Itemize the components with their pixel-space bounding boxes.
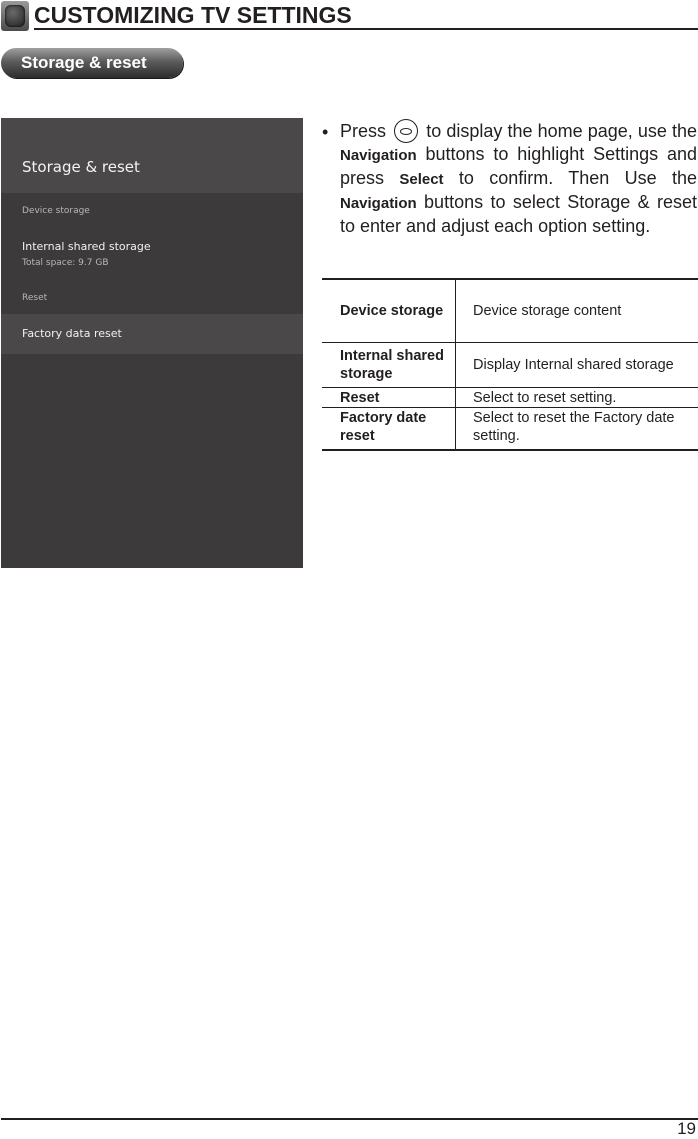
instruction-part3: to confirm. Then Use the [459,168,697,188]
table-row [322,343,698,388]
table-row [322,279,698,343]
header-icon [1,1,29,31]
reset-section-label: Reset [22,293,47,303]
instruction-text [340,119,697,238]
row-desc: Select to reset setting. [456,388,698,408]
page-number: 19 [677,1119,696,1139]
menu-item-factory-reset[interactable]: Factory data reset [22,327,122,340]
section-tab: Storage & reset [1,48,183,78]
row-name: Internal shared storage [322,343,456,388]
menu-item-internal-storage[interactable]: Internal shared storage [22,240,151,253]
navigation-keyword-2: Navigation [340,195,417,212]
press-text: Press [340,121,386,141]
table-row [322,408,698,451]
table-row [322,388,698,408]
total-space-text: Total space: 9.7 GB [22,258,109,268]
screen-title: Storage & reset [22,158,140,176]
row-name: Reset [322,388,456,408]
select-keyword: Select [399,171,443,188]
screen-header [1,118,303,193]
row-desc: Device storage content [456,279,698,343]
settings-table [322,278,698,451]
row-name: Device storage [322,279,456,343]
page-title: CUSTOMIZING TV SETTINGS [34,2,352,28]
instruction-part2: buttons to highlight Settings and press [340,144,697,188]
navigation-keyword: Navigation [340,147,417,164]
instruction-part4: buttons to select Storage & reset to enter and adjust each option setting. [340,192,697,236]
footer-rule [1,1118,698,1120]
tv-screen [1,118,303,568]
row-name: Factory date reset [322,408,456,451]
row-desc: Display Internal shared storage [456,343,698,388]
header-rule [34,28,698,30]
bullet: • [322,122,328,143]
device-storage-label: Device storage [22,206,90,216]
row-desc: Select to reset the Factory date setting. [456,408,698,451]
home-icon [394,119,418,143]
instruction-part1: to display the home page, use the [426,121,697,141]
